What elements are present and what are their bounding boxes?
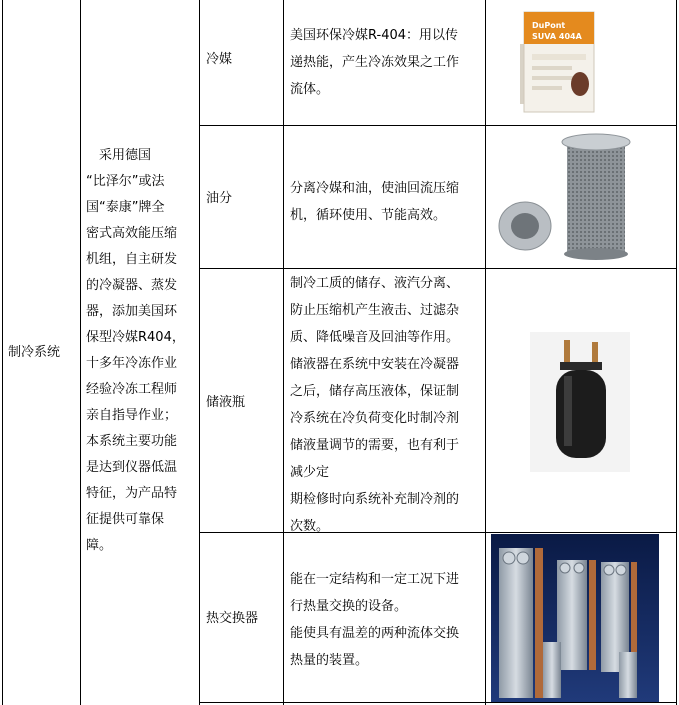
description-line: 机组，自主研发 xyxy=(86,252,178,267)
component-function-heat-exchanger xyxy=(290,566,480,674)
description-line: 是达到仪器低温 xyxy=(86,460,178,475)
component-function-receiver xyxy=(290,270,480,540)
column-divider-2 xyxy=(199,0,200,705)
table-border-left xyxy=(2,0,3,705)
function-line: 质、降低噪音及回油等作用。 xyxy=(290,330,460,345)
component-name-oil-separator: 油分 xyxy=(206,191,233,206)
function-line: 储液量调节的需要，也有利于 xyxy=(290,438,460,453)
table-border-right xyxy=(676,0,677,705)
refrigerant-can-image xyxy=(498,4,616,118)
column-divider-3 xyxy=(283,0,284,705)
function-line: 递热能，产生冷冻效果之工作 xyxy=(290,55,460,70)
function-line: 制冷工质的储存、液汽分离、 xyxy=(290,276,460,291)
description-line: 征提供可靠保 xyxy=(86,512,165,527)
function-line: 行热量交换的设备。 xyxy=(290,599,408,614)
function-line: 美国环保冷媒R-404：用以传 xyxy=(290,28,459,43)
system-description xyxy=(86,143,194,559)
description-line: 本系统主要功能 xyxy=(86,434,178,449)
product-text: SUVA 404A xyxy=(532,32,582,41)
function-line: 机，循环使用、节能高效。 xyxy=(290,208,447,223)
function-line: 之后，储存高压液体，保证制 xyxy=(290,384,460,399)
description-line: 器，添加美国环 xyxy=(86,304,178,319)
description-line: 的冷凝器、蒸发 xyxy=(86,278,178,293)
description-line: 密式高效能压缩 xyxy=(86,226,178,241)
function-line: 减少定 xyxy=(290,465,330,480)
function-line: 次数。 xyxy=(290,519,330,534)
description-line: 经验冷冻工程师 xyxy=(86,382,178,397)
column-divider-1 xyxy=(80,0,81,705)
description-line: 亲自指导作业； xyxy=(86,408,178,423)
description-line: 障。 xyxy=(86,538,113,553)
heat-exchanger-image xyxy=(491,534,659,702)
function-line: 冷系统在冷负荷变化时制冷剂 xyxy=(290,411,460,426)
function-line: 储液器在系统中安装在冷凝器 xyxy=(290,357,460,372)
description-line: 特征，为产品特 xyxy=(86,486,178,501)
function-line: 防止压缩机产生液击、过滤杂 xyxy=(290,303,460,318)
row-divider-2 xyxy=(199,268,676,269)
function-line: 期检修时向系统补充制冷剂的 xyxy=(290,492,460,507)
description-line: “比泽尔”或法 xyxy=(86,174,165,189)
oil-separator-image xyxy=(495,130,635,264)
column-divider-4 xyxy=(485,0,486,705)
function-line: 能使具有温差的两种流体交换 xyxy=(290,626,460,641)
function-line: 分离冷媒和油，使油回流压缩 xyxy=(290,181,460,196)
receiver-bottle-image xyxy=(530,332,630,472)
component-function-oil-separator xyxy=(290,175,480,229)
component-function-refrigerant xyxy=(290,22,480,103)
row-divider-4 xyxy=(199,702,676,703)
description-line: 保型冷媒R404， xyxy=(86,330,185,345)
row-divider-1 xyxy=(199,125,676,126)
function-line: 能在一定结构和一定工况下进 xyxy=(290,572,460,587)
description-line: 十多年冷冻作业 xyxy=(86,356,178,371)
component-name-heat-exchanger: 热交换器 xyxy=(206,611,259,626)
component-name-refrigerant: 冷媒 xyxy=(206,52,233,67)
system-label: 制冷系统 xyxy=(8,345,61,360)
component-name-receiver: 储液瓶 xyxy=(206,395,246,410)
description-line: 国“泰康”牌全 xyxy=(86,200,165,215)
description-line: 采用德国 xyxy=(86,148,152,163)
function-line: 热量的装置。 xyxy=(290,653,369,668)
function-line: 流体。 xyxy=(290,82,330,97)
brand-text: DuPont xyxy=(532,21,566,30)
